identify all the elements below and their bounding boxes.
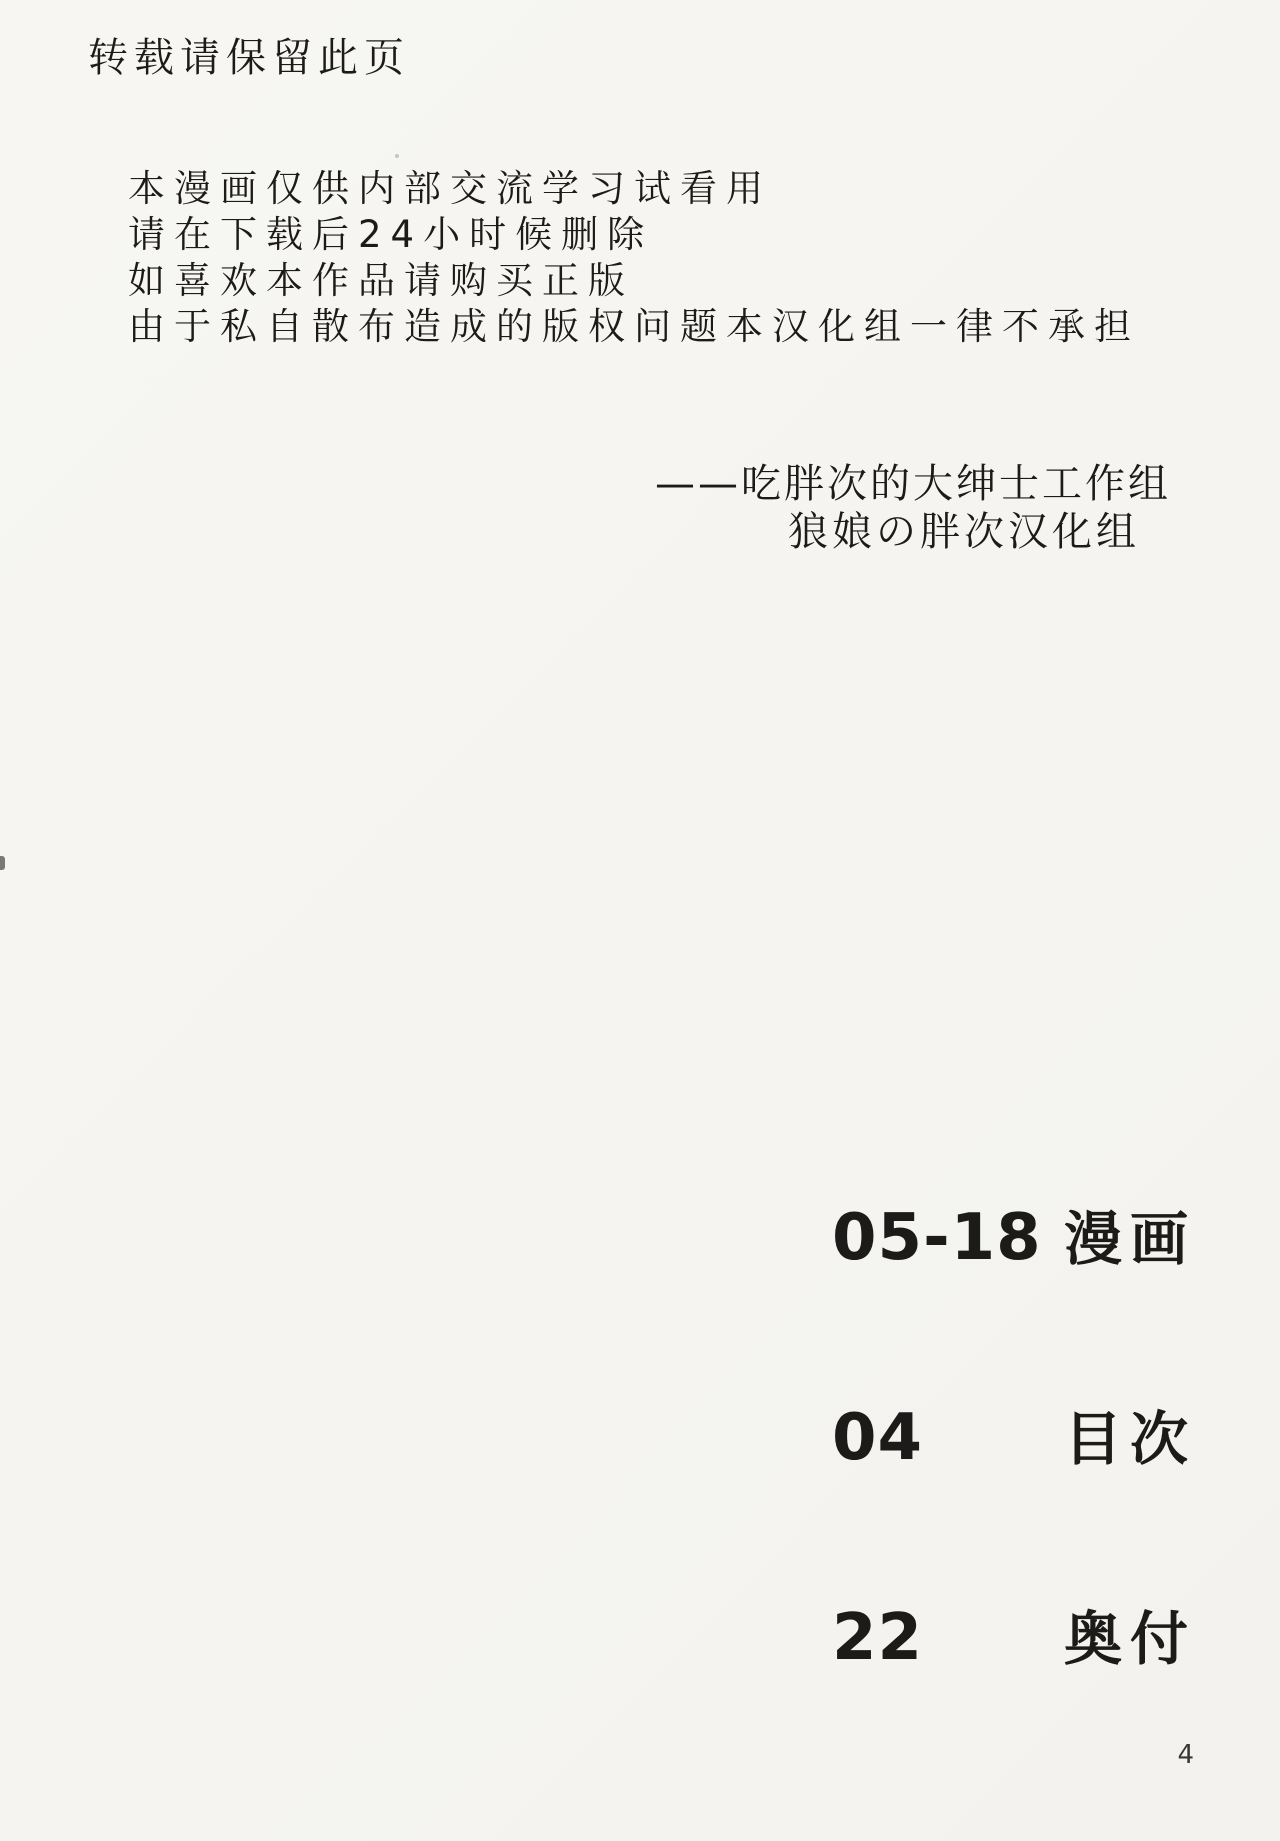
- toc-entry-manga: [832, 1192, 1196, 1276]
- credit-group-line-1: ——吃胖次的大绅士工作组: [655, 461, 1171, 507]
- toc-label-colophon: 奥付: [1063, 1605, 1196, 1673]
- disclaimer-line-2: 请在下载后24小时候删除: [128, 213, 654, 256]
- page-number: 4: [1177, 1740, 1194, 1770]
- toc-entry-contents: [832, 1392, 1196, 1476]
- disclaimer-line-3: 如喜欢本作品请购买正版: [128, 259, 634, 302]
- reprint-notice: 转载请保留此页: [88, 35, 410, 81]
- credit-group-line-2: 狼娘の胖次汉化组: [788, 509, 1140, 555]
- toc-entry-colophon: [832, 1592, 1196, 1676]
- toc-pages-contents: 04: [832, 1401, 924, 1475]
- toc-label-contents: 目次: [1063, 1405, 1196, 1473]
- disclaimer-block: [128, 166, 1140, 350]
- disclaimer-line-1: 本漫画仅供内部交流学习试看用: [128, 167, 772, 210]
- toc-pages-manga: 05-18: [832, 1201, 1042, 1275]
- disclaimer-line-4: 由于私自散布造成的版权问题本汉化组一律不承担: [128, 305, 1140, 348]
- toc-pages-colophon: 22: [832, 1601, 924, 1675]
- scan-artifact-dot: [395, 154, 399, 158]
- scan-artifact-edge-mark: [0, 856, 5, 870]
- toc-label-manga: 漫画: [1063, 1205, 1196, 1273]
